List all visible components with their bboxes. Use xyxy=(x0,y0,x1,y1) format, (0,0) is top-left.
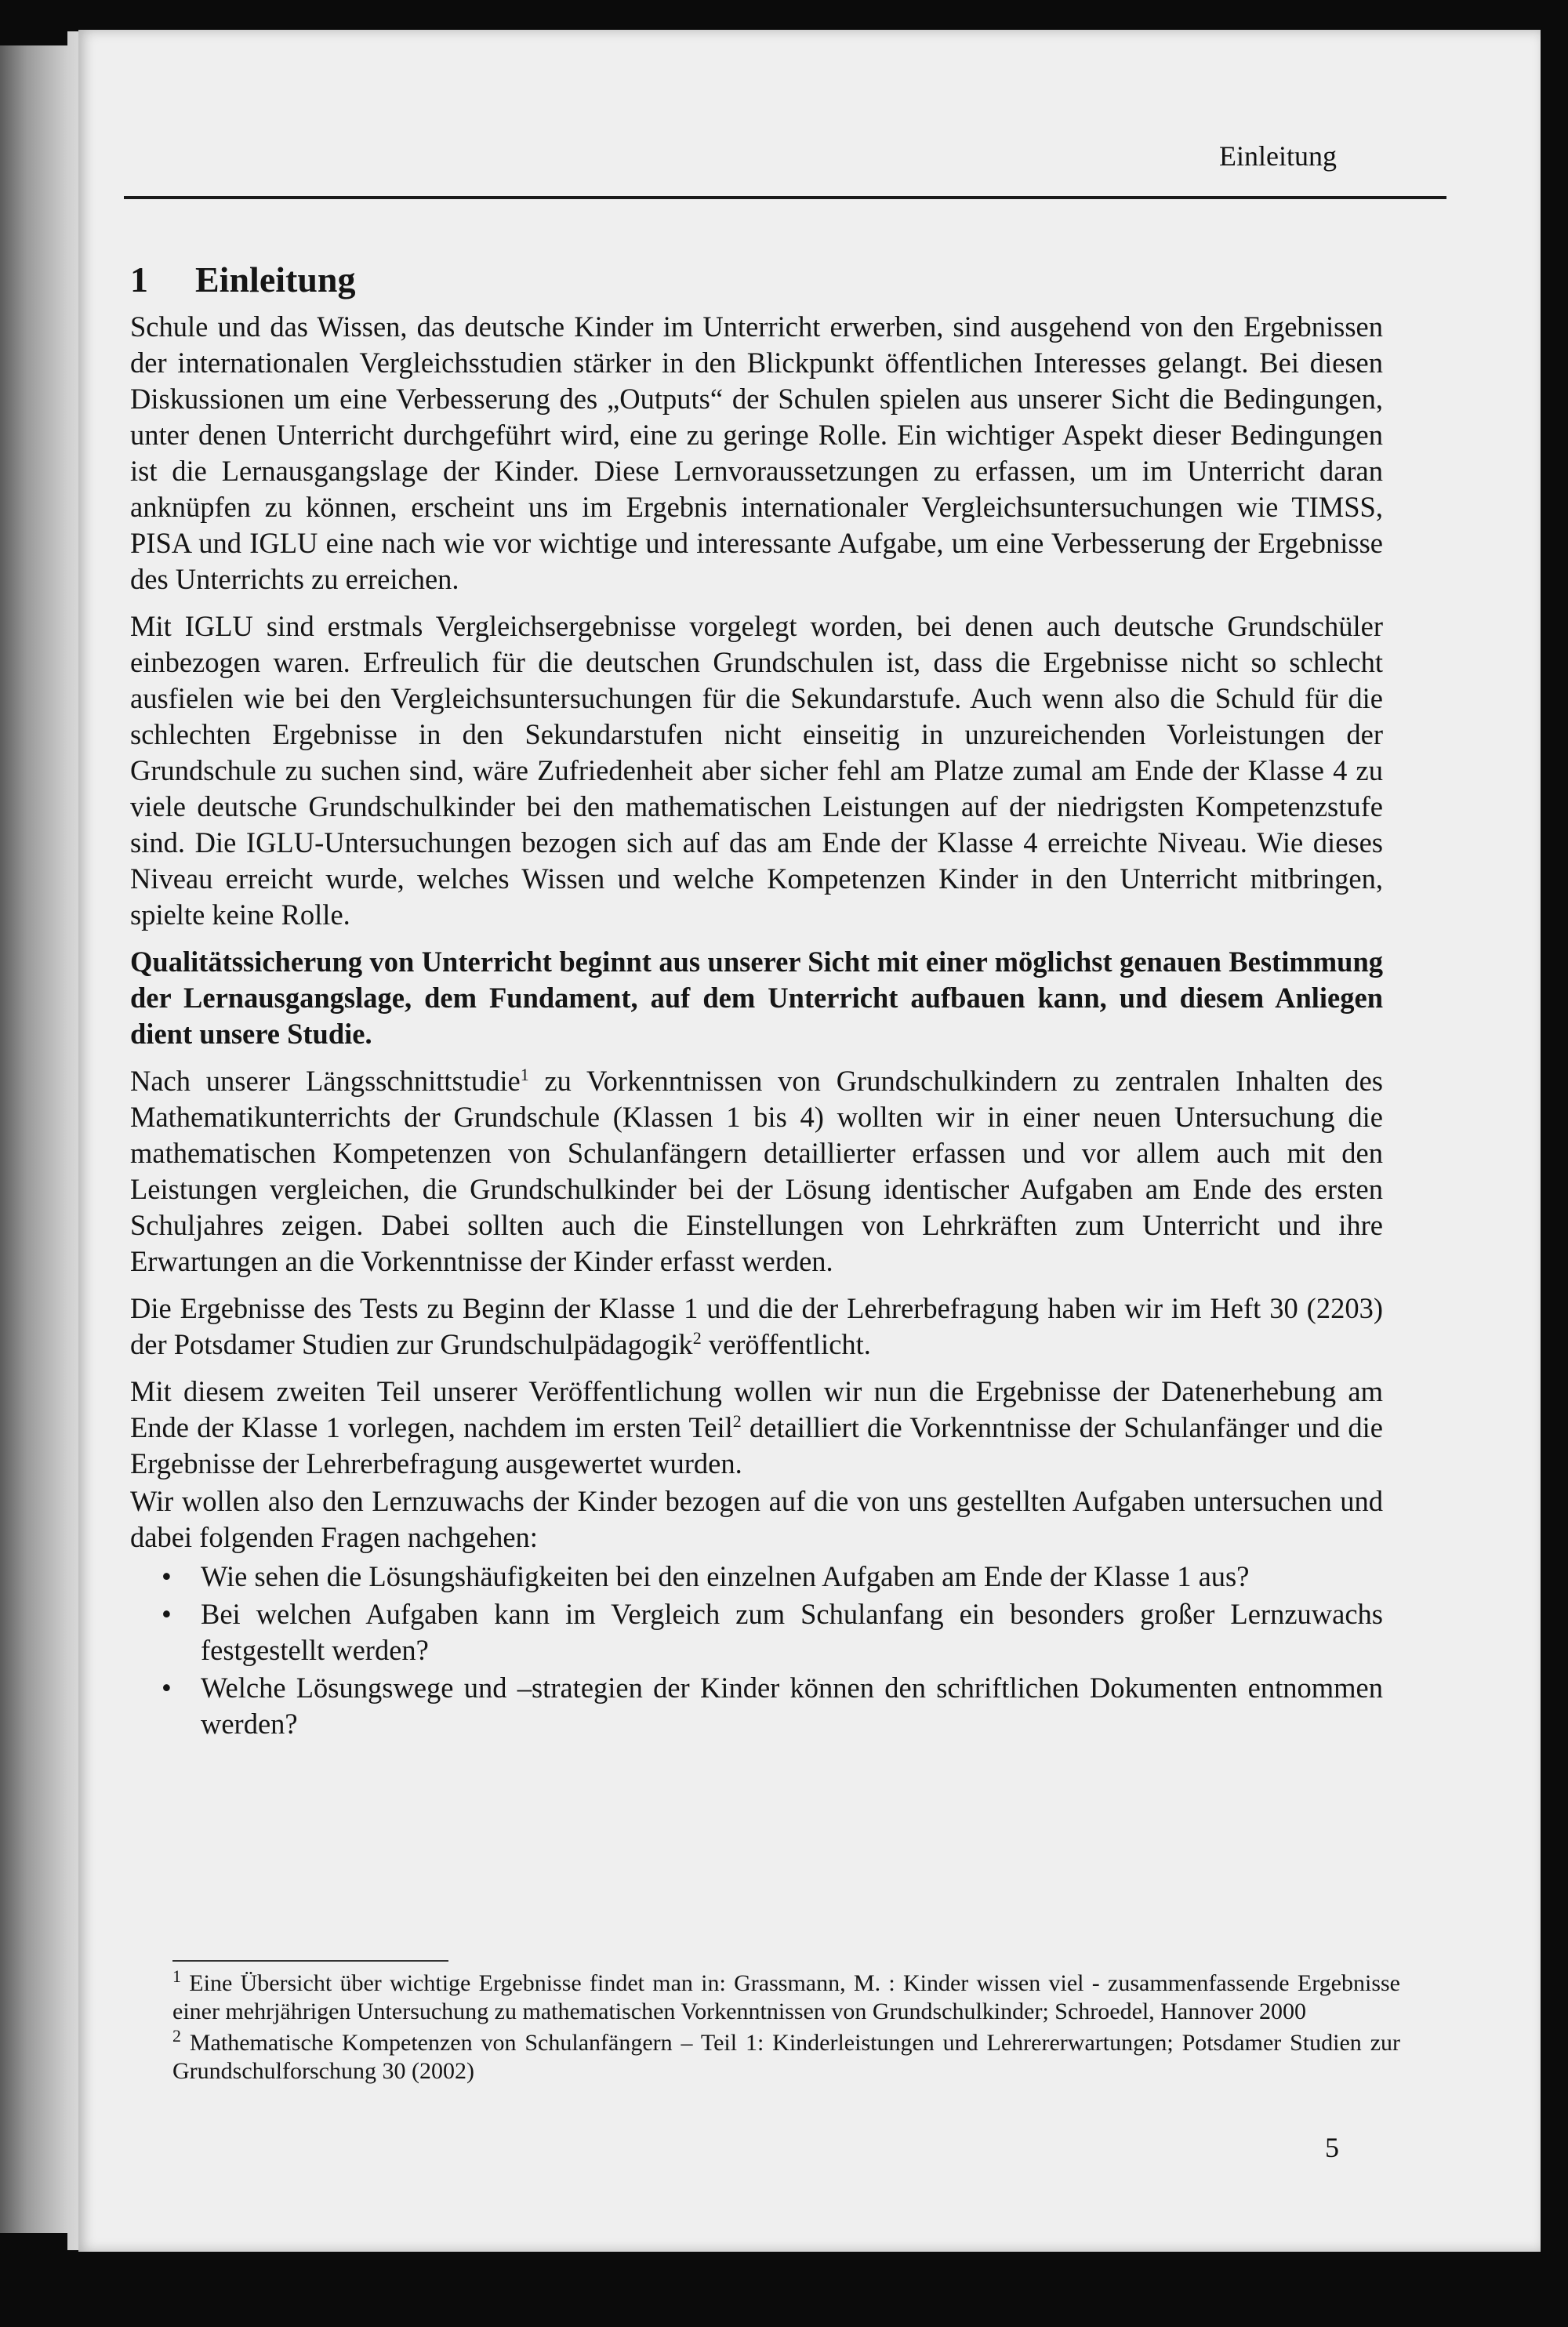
paragraph-1: Schule und das Wissen, das deutsche Kinder im Unterricht erwerben, sind ausgehend von den Ergebnissen der internationalen Vergleichsstudien stärker in den Blickpunkt öffentlichen Interesses gelangt. Bei diesen Diskussionen um eine Verbesserung des „Outputs“ der Schulen spielen aus unserer Sicht die Bedingungen, unter denen Unterricht durchgeführt wird, eine zu geringe Rolle. Ein wichtiger Aspekt dieser Bedingungen ist die Lernausgangslage der Kinder. Diese Lernvoraussetzungen zu erfassen, um im Unterricht daran anknüpfen zu können, erscheint uns im Ergebnis internationaler Vergleichsuntersuchungen wie TIMSS, PISA und IGLU eine nach wie vor wichtige und interessante Aufgabe, um eine Verbesserung der Ergebnisse des Unterrichts zu erreichen. xyxy=(130,310,1383,595)
paragraph-4-text-b: zu Vorkenntnissen von Grundschulkindern zu zentralen Inhalten des Mathematikunterrichts der Grundschule (Klassen 1 bis 4) wollten wir in einer neuen Untersuchung die mathematischen Kompetenzen von Schulanfängern detaillierter erfassen und vor allem auch mit den Leistungen vergleichen, die Grundschulkinder bei der Lösung identischer Aufgaben am Ende des ersten Schuljahres zeigen. Dabei sollten auch die Einstellungen von Lehrkräften zum Unterricht und ihre Erwartungen an die Vorkenntnisse der Kinder erfasst werden. xyxy=(130,1065,1384,1277)
list-item xyxy=(162,1670,1383,1742)
paragraph-4 xyxy=(130,1063,1383,1280)
footnote-ref-2b[interactable]: 2 xyxy=(732,1410,742,1431)
research-questions-list xyxy=(162,1559,1383,1742)
paragraph-7: Wir wollen also den Lernzuwachs der Kinder bezogen auf die von uns gestellten Aufgaben untersuchen und dabei folgenden Fragen nachgehen: xyxy=(130,1485,1383,1553)
question-text: Welche Lösungswege und –strategien der Kinder können den schriftlichen Dokumenten entnommen werden? xyxy=(201,1672,1383,1740)
paragraph-5 xyxy=(130,1291,1383,1363)
paragraph-5-text-a: Die Ergebnisse des Tests zu Beginn der Klasse 1 und die der Lehrerbefragung haben wir im Heft 30 (2203) der Potsdamer Studien zur Grundschulpädagogik xyxy=(130,1292,1383,1360)
question-text: Bei welchen Aufgaben kann im Vergleich zum Schulanfang ein besonders großer Lernzuwachs festgestellt werden? xyxy=(201,1598,1383,1666)
adjacent-page-edge xyxy=(0,45,67,2233)
paragraph-4-text-a: Nach unserer Längsschnittstudie xyxy=(130,1065,521,1097)
header-rule xyxy=(124,196,1446,199)
document-page xyxy=(78,30,1541,2252)
chapter-title: Einleitung xyxy=(195,260,356,299)
paragraph-6-text-b: detailliert die Vorkenntnisse der Schulanfänger und die Ergebnisse der Lehrerbefragung ausgewertet wurden. xyxy=(130,1411,1384,1479)
running-header: Einleitung xyxy=(1219,140,1337,172)
footnote-mark-2: 2 xyxy=(172,2026,181,2046)
page-number: 5 xyxy=(1325,2132,1339,2163)
footnote-rule xyxy=(172,1960,448,1962)
paragraph-6-text-a: Mit diesem zweiten Teil unserer Veröffentlichung wollen wir nun die Ergebnisse der Datenerhebung am Ende der Klasse 1 vorlegen, nachdem im ersten Teil xyxy=(130,1375,1383,1443)
main-content xyxy=(130,262,1383,1744)
footnotes xyxy=(172,1960,1400,2089)
paragraph-6 xyxy=(130,1374,1383,1482)
footnote-1-text: Eine Übersicht über wichtige Ergebnisse findet man in: Grassmann, M. : Kinder wissen viel - zusammenfassende Ergebnisse einer mehrjährigen Untersuchung zu mathematischen Vorkenntnissen von Grundschulkinder; Schroedel, Hannover 2000 xyxy=(172,1970,1400,2024)
footnote-2 xyxy=(172,2026,1400,2086)
bullet-icon: • xyxy=(162,1560,172,1592)
footnote-ref-1[interactable]: 1 xyxy=(520,1064,529,1084)
paragraph-5-text-b: veröffentlicht. xyxy=(701,1328,871,1360)
bullet-icon: • xyxy=(162,1672,172,1704)
paragraph-2: Mit IGLU sind erstmals Vergleichsergebnisse vorgelegt worden, bei denen auch deutsche Grundschüler einbezogen waren. Erfreulich für die deutschen Grundschulen ist, dass die Ergebnisse nicht so schlecht ausfielen wie bei den Vergleichsuntersuchungen für die Sekundarstufe. Auch wenn also die Schuld für die schlechten Ergebnisse in den Sekundarstufen nicht einseitig in unzureichenden Vorleistungen der Grundschule zu suchen sind, wäre Zufriedenheit aber sicher fehl am Platze zumal am Ende der Klasse 4 zu viele deutsche Grundschulkinder bei den mathematischen Leistungen auf der niedrigsten Kompetenzstufe sind. Die IGLU-Untersuchungen bezogen sich auf das am Ende der Klasse 4 erreichte Niveau. Wie dieses Niveau erreicht wurde, welches Wissen und welche Kompetenzen Kinder in den Unterricht mitbringen, spielte keine Rolle. xyxy=(130,610,1383,931)
footnote-ref-2[interactable]: 2 xyxy=(692,1327,702,1348)
list-item xyxy=(162,1559,1383,1595)
footnote-mark-1: 1 xyxy=(172,1966,181,1986)
chapter-number: 1 xyxy=(130,260,148,299)
bullet-icon: • xyxy=(162,1598,172,1630)
footnote-1 xyxy=(172,1966,1400,2026)
paragraph-3-emphasis: Qualitätssicherung von Unterricht beginnt aus unserer Sicht mit einer möglichst genauen Bestimmung der Lernausgangslage, dem Fundament, auf dem Unterricht aufbauen kann, und diesem Anliegen dient unsere Studie. xyxy=(130,946,1383,1050)
footnote-2-text: Mathematische Kompetenzen von Schulanfängern – Teil 1: Kinderleistungen und Lehrererwartungen; Potsdamer Studien zur Grundschulforschung 30 (2002) xyxy=(172,2030,1400,2084)
list-item xyxy=(162,1596,1383,1668)
chapter-heading xyxy=(130,262,1383,298)
question-text: Wie sehen die Lösungshäufigkeiten bei den einzelnen Aufgaben am Ende der Klasse 1 aus? xyxy=(201,1560,1250,1592)
